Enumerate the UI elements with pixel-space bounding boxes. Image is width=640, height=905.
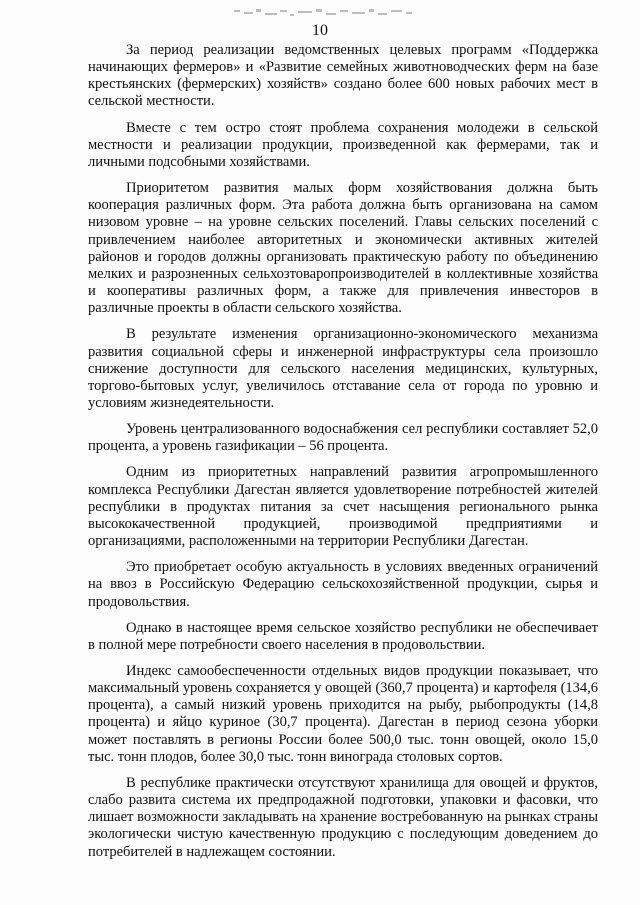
- paragraph: За период реализации ведомственных целевых программ «Поддержка начинающих фермеров» и «Развитие семейных животноводческих ферм на базе крестьянских (фермерских) хозяйств» создано более 600 новых рабочих мест в сельской местности.: [88, 42, 598, 110]
- paragraph: В республике практически отсутствуют хранилища для овощей и фруктов, слабо развита система их предпродажной подготовки, упаковки и фасовки, что лишает возможности закладывать на хранение востребованную на рынках страны экологически чистую качественную продукцию с последующим доведением до потребителей в надлежащем состоянии.: [88, 774, 598, 860]
- paragraph: Приоритетом развития малых форм хозяйствования должна быть кооперация различных форм. Эта работа должна быть организована на самом низовом уровне – на уровне сельских поселений. Главы сельских поселений с привлечением наиболее авторитетных и экономически активных жителей районов и городов должны организовать практическую работу по объединению мелких и разрозненных сельхозтоваропроизводителей в коллективные хозяйства и кооперативы различных форм, а также для привлечения инвесторов в различные проекты в области сельского хозяйства.: [88, 180, 598, 317]
- scan-artifact-stamp: [232, 6, 420, 20]
- paragraph: Однако в настоящее время сельское хозяйство республики не обеспечивает в полной мере потребности своего населения в продовольствии.: [88, 619, 598, 653]
- paragraph: Это приобретает особую актуальность в условиях введенных ограничений на ввоз в Российскую Федерацию сельскохозяйственной продукции, сырья и продовольствия.: [88, 559, 598, 610]
- paragraph: Одним из приоритетных направлений развития агропромышленного комплекса Республики Дагестан является удовлетворение потребностей жителей республики в продуктах питания за счет насыщения регионального рынка высококачественной продукцией, производимой предприятиями и организациями, расположенными на территории Республики Дагестан.: [88, 464, 598, 550]
- paragraph: Уровень централизованного водоснабжения сел республики составляет 52,0 процента, а уровень газификации – 56 процента.: [88, 421, 598, 455]
- paragraph: Индекс самообеспеченности отдельных видов продукции показывает, что максимальный уровень сохраняется у овощей (360,7 процента) и картофеля (134,6 процента), а самый низкий уровень приходится на рыбу, рыбопродукты (14,8 процента) и яйцо куриное (30,7 процента). Дагестан в период сезона уборки может поставлять в регионы России более 500,0 тыс. тонн овощей, около 15,0 тыс. тонн плодов, более 30,0 тыс. тонн винограда столовых сортов.: [88, 663, 598, 765]
- paragraph: В результате изменения организационно-экономического механизма развития социальной сферы и инженерной инфраструктуры села произошло снижение доступности для сельского населения медицинских, культурных, торгово-бытовых услуг, увеличилось отставание села от города по уровню и условиям жизнедеятельности.: [88, 326, 598, 411]
- page-number: 10: [312, 22, 328, 39]
- paragraph: Вместе с тем остро стоят проблема сохранения молодежи в сельской местности и реализации продукции, произведенной как фермерами, так и личными подсобными хозяйствами.: [88, 119, 598, 170]
- document-body: [88, 42, 598, 861]
